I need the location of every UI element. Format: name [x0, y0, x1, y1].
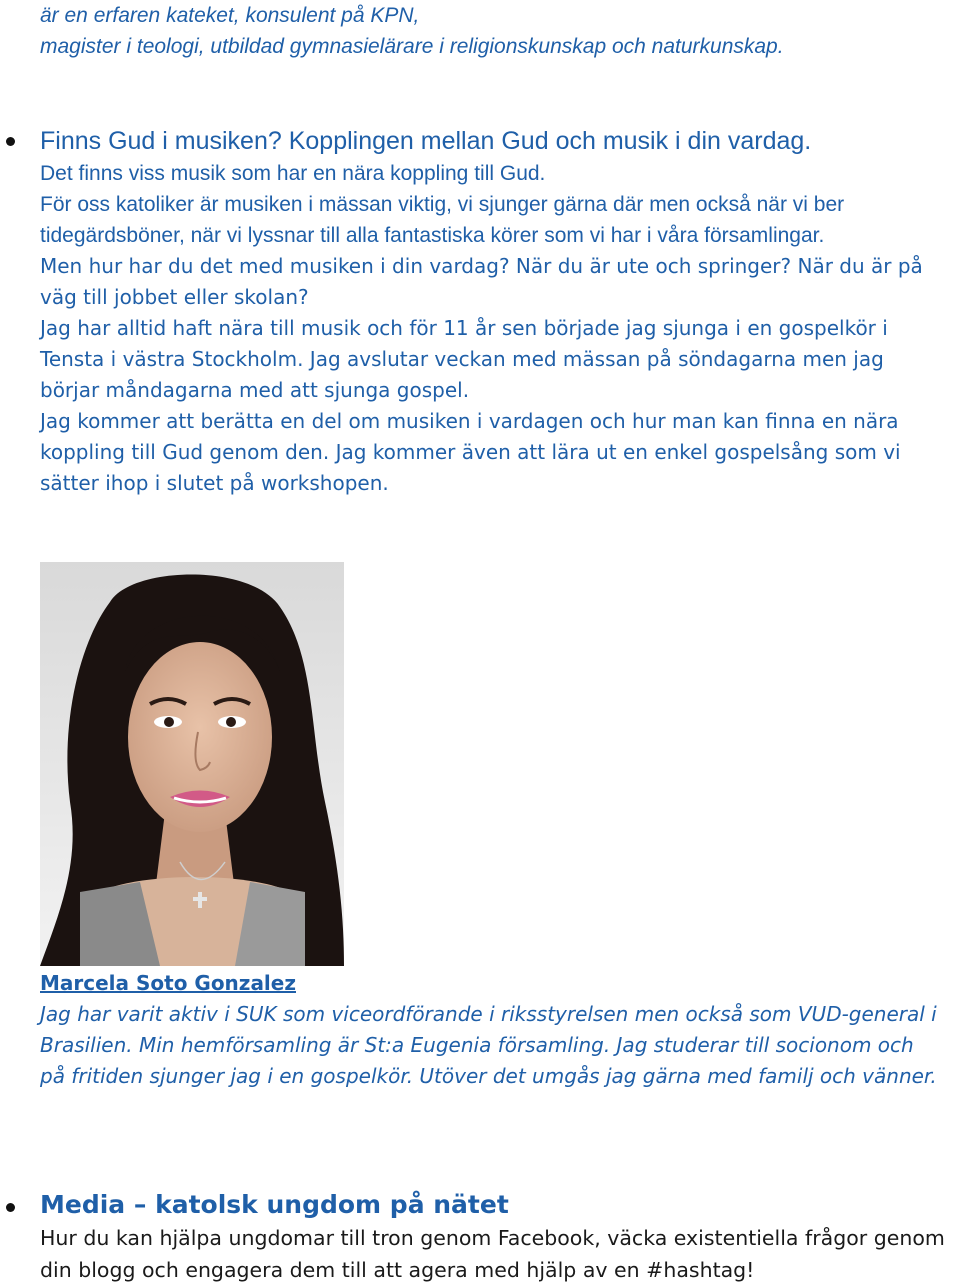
intro-paragraph [40, 0, 956, 62]
body-line: sätter ihop i slutet på workshopen. [40, 471, 389, 495]
bio-line: på fritiden sjunger jag i en gospelkör. Utöver det umgås jag gärna med familj och vänner. [40, 1064, 937, 1088]
section-body [40, 158, 956, 499]
section-music [40, 124, 956, 499]
section-heading: Finns Gud i musiken? Kopplingen mellan Gud och musik i din vardag. [40, 127, 812, 155]
body-line: koppling till Gud genom den. Jag kommer även att lära ut en enkel gospelsång som vi [40, 440, 901, 464]
body-line: Jag kommer att berätta en del om musiken i vardagen och hur man kan finna en nära [40, 409, 899, 433]
intro-line: är en erfaren kateket, konsulent på KPN, [40, 4, 420, 27]
intro-line: magister i teologi, utbildad gymnasielärare i religionskunskap och naturkunskap. [40, 35, 784, 58]
body-line: Men hur har du det med musiken i din vardag? När du är ute och springer? När du är på [40, 254, 923, 278]
section-media [40, 1187, 956, 1286]
section-body [40, 1222, 956, 1286]
portrait-photo [40, 562, 344, 966]
body-line: Jag har alltid haft nära till musik och för 11 år sen började jag sjunga i en gospelkör i [40, 316, 888, 340]
body-line: För oss katoliker är musiken i mässan viktig, vi sjunger gärna där men också när vi ber [40, 193, 845, 216]
body-line: Det finns viss musik som har en nära koppling till Gud. [40, 162, 546, 185]
body-line: börjar måndagarna med att sjunga gospel. [40, 378, 470, 402]
body-line: väg till jobbet eller skolan? [40, 285, 309, 309]
body-line: tidegärdsböner, när vi lyssnar till alla fantastiska körer som vi har i våra församlingar. [40, 224, 825, 247]
section-heading: Media – katolsk ungdom på nätet [40, 1190, 509, 1219]
bio-line: Brasilien. Min hemförsamling är St:a Eugenia församling. Jag studerar till socionom och [40, 1033, 914, 1057]
speaker-name: Marcela Soto Gonzalez [40, 971, 296, 995]
body-line: Tensta i västra Stockholm. Jag avslutar veckan med mässan på söndagarna men jag [40, 347, 884, 371]
bullet-icon [6, 137, 15, 146]
bullet-icon [6, 1203, 15, 1212]
speaker-bio [40, 968, 956, 1092]
body-line: Hur du kan hjälpa ungdomar till tron genom Facebook, väcka existentiella frågor genom [40, 1226, 945, 1250]
bio-line: Jag har varit aktiv i SUK som viceordförande i riksstyrelsen men också som VUD-general i [40, 1002, 937, 1026]
body-line: din blogg och engagera dem till att agera med hjälp av en #hashtag! [40, 1258, 755, 1282]
